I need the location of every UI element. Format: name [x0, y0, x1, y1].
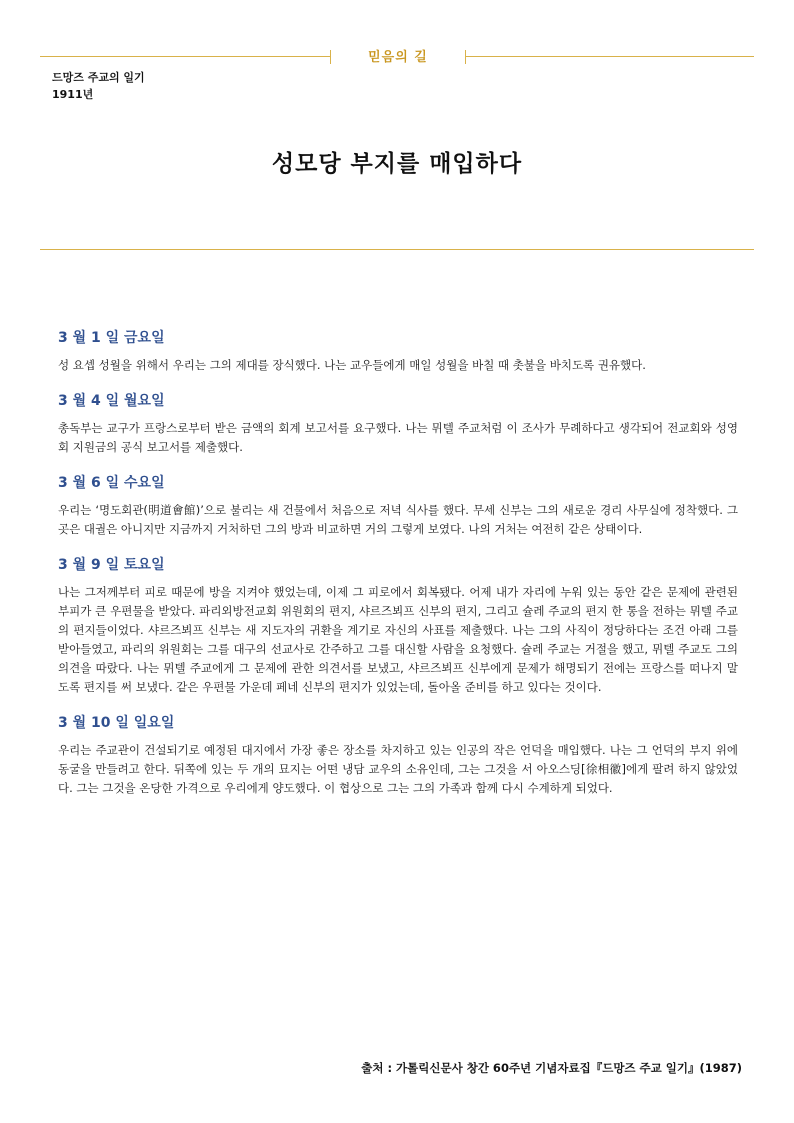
series-info	[52, 69, 145, 103]
diary-entry	[58, 555, 738, 697]
header-tick-right	[465, 50, 466, 64]
diary-entry	[58, 328, 738, 375]
header-rule-right	[466, 56, 754, 57]
source-citation: 출처 : 가톨릭신문사 창간 60주년 기념자료집『드망즈 주교 일기』(1987)	[361, 1061, 742, 1075]
entry-date: 3 월 6 일 수요일	[58, 475, 165, 491]
article-title: 성모당 부지를 매입하다	[271, 151, 523, 177]
entry-text: 우리는 ‘명도회관(明道會館)’으로 불리는 새 건물에서 처음으로 저녁 식사를 했다. 무세 신부는 그의 새로운 경리 사무실에 정착했다. 그곳은 대궐은 아니지만 지금까지 거처하던 그의 방과 비교하면 거의 그렇게 보였다. 나의 거처는 여전히 같은 상태이다.	[58, 503, 738, 536]
entry-date: 3 월 10 일 일요일	[58, 715, 175, 731]
diary-entry	[58, 473, 738, 539]
header-rule-left	[40, 56, 330, 57]
section-label: 믿음의 길	[368, 50, 428, 65]
entry-text: 성 요셉 성월을 위해서 우리는 그의 제대를 장식했다. 나는 교우들에게 매일 성월을 바칠 때 촛불을 바치도록 권유했다.	[58, 358, 646, 372]
entry-text: 총독부는 교구가 프랑스로부터 받은 금액의 회계 보고서를 요구했다. 나는 뮈텔 주교처럼 이 조사가 무례하다고 생각되어 전교회와 성영회 지원금의 공식 보고서를 제출했다.	[58, 421, 738, 454]
entry-date: 3 월 1 일 금요일	[58, 330, 165, 346]
entry-date: 3 월 9 일 토요일	[58, 557, 165, 573]
series-year: 1911년	[52, 88, 94, 101]
diary-entry	[58, 391, 738, 457]
diary-entry	[58, 713, 738, 798]
series-title: 드망즈 주교의 일기	[52, 71, 145, 84]
entry-text: 우리는 주교관이 건설되기로 예정된 대지에서 가장 좋은 장소를 차지하고 있는 인공의 작은 언덕을 매입했다. 나는 그 언덕의 부지 위에 동굴을 만들려고 한다. 뒤쪽에 있는 두 개의 묘지는 어떤 냉담 교우의 소유인데, 그는 그것을 서 아오스딩[徐相徽]에게 팔려 하지 않았었다. 그는 그것을 온당한 가격으로 우리에게 양도했다. 이 협상으로 그는 그의 가족과 함께 다시 수계하게 되었다.	[58, 743, 738, 795]
entry-date: 3 월 4 일 월요일	[58, 393, 165, 409]
entry-text: 나는 그저께부터 피로 때문에 방을 지켜야 했었는데, 이제 그 피로에서 회복됐다. 어제 내가 자리에 누워 있는 동안 같은 문제에 관련된 부피가 큰 우편물을 받았다. 파리외방전교회 위원회의 편지, 샤르즈뵈프 신부의 편지, 그리고 슐레 주교의 편지 한 통을 전하는 뮈텔 주교의 편지들이었다. 샤르즈뵈프 신부는 새 지도자의 귀환을 계기로 자신의 사표를 제출했다. 나는 그의 사직이 정당하다는 조건 아래 그를 받아들였고, 파리의 위원회는 그를 대구의 선교사로 간주하고 그를 대신할 사람을 요청했다. 슐레 주교는 거절을 했고, 뮈텔 주교도 그의 의견을 따랐다. 나는 뮈텔 주교에게 그 문제에 관한 의견서를 보냈고, 샤르즈뵈프 신부에게 문제가 해명되기 전에는 프랑스를 떠나지 말도록 편지를 써 보냈다. 같은 우편물 가운데 페네 신부의 편지가 있었는데, 돌아올 준비를 하고 있다는 것이다.	[58, 585, 738, 694]
title-divider	[40, 249, 754, 250]
diary-entries	[58, 328, 738, 814]
